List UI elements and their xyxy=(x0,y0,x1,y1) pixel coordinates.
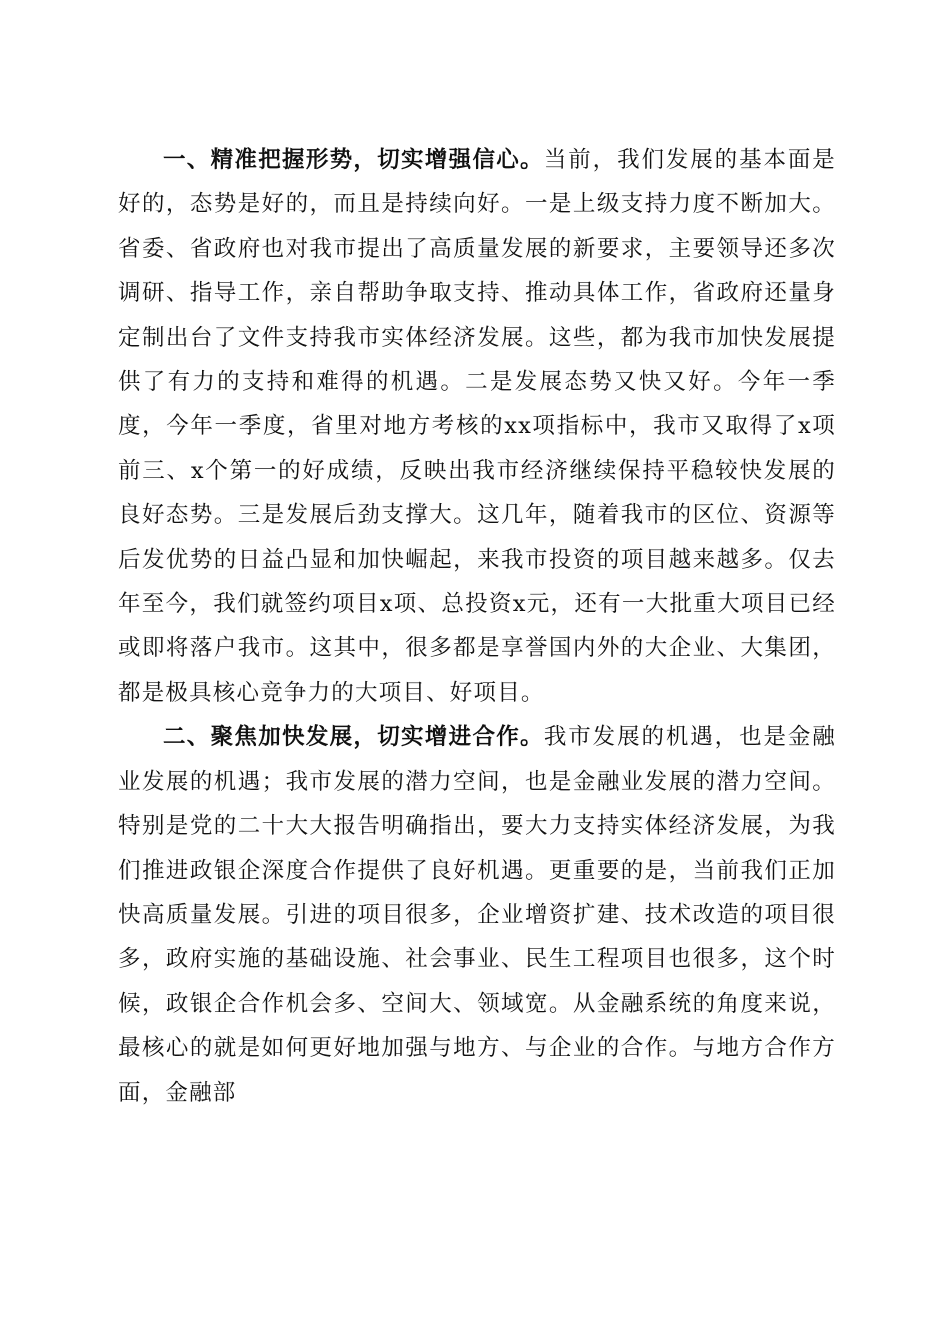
paragraph-1 xyxy=(118,138,836,715)
paragraph-2-text: 我市发展的机遇，也是金融业发展的机遇；我市发展的潜力空间，也是金融业发展的潜力空间。特别是党的二十大大报告明确指出，要大力支持实体经济发展，为我们推进政银企深度合作提供了良好机遇。更重要的是，当前我们正加快高质量发展。引进的项目很多，企业增资扩建、技术改造的项目很多，政府实施的基础设施、社会事业、民生工程项目也很多，这个时候，政银企合作机会多、空间大、领域宽。从金融系统的角度来说，最核心的就是如何更好地加强与地方、与企业的合作。与地方合作方面，金融部 xyxy=(118,724,836,1106)
document-body xyxy=(118,138,836,1115)
paragraph-1-heading: 一、精准把握形势，切实增强信心。 xyxy=(163,147,544,173)
paragraph-2-heading: 二、聚焦加快发展，切实增进合作。 xyxy=(163,724,544,751)
paragraph-2 xyxy=(118,715,836,1115)
paragraph-1-text: 当前，我们发展的基本面是好的，态势是好的，而且是持续向好。一是上级支持力度不断加大。省委、省政府也对我市提出了高质量发展的新要求，主要领导还多次调研、指导工作，亲自帮助争取支持、推动具体工作，省政府还量身定制出台了文件支持我市实体经济发展。这些，都为我市加快发展提供了有力的支持和难得的机遇。二是发展态势又快又好。今年一季度，今年一季度，省里对地方考核的xx项指标中，我市又取得了x项前三、x个第一的好成绩，反映出我市经济继续保持平稳较快发展的良好态势。三是发展后劲支撑大。这几年，随着我市的区位、资源等后发优势的日益凸显和加快崛起，来我市投资的项目越来越多。仅去年至今，我们就签约项目x项、总投资x元，还有一大批重大项目已经或即将落户我市。这其中，很多都是享誉国内外的大企业、大集团，都是极具核心竞争力的大项目、好项目。 xyxy=(118,147,836,706)
